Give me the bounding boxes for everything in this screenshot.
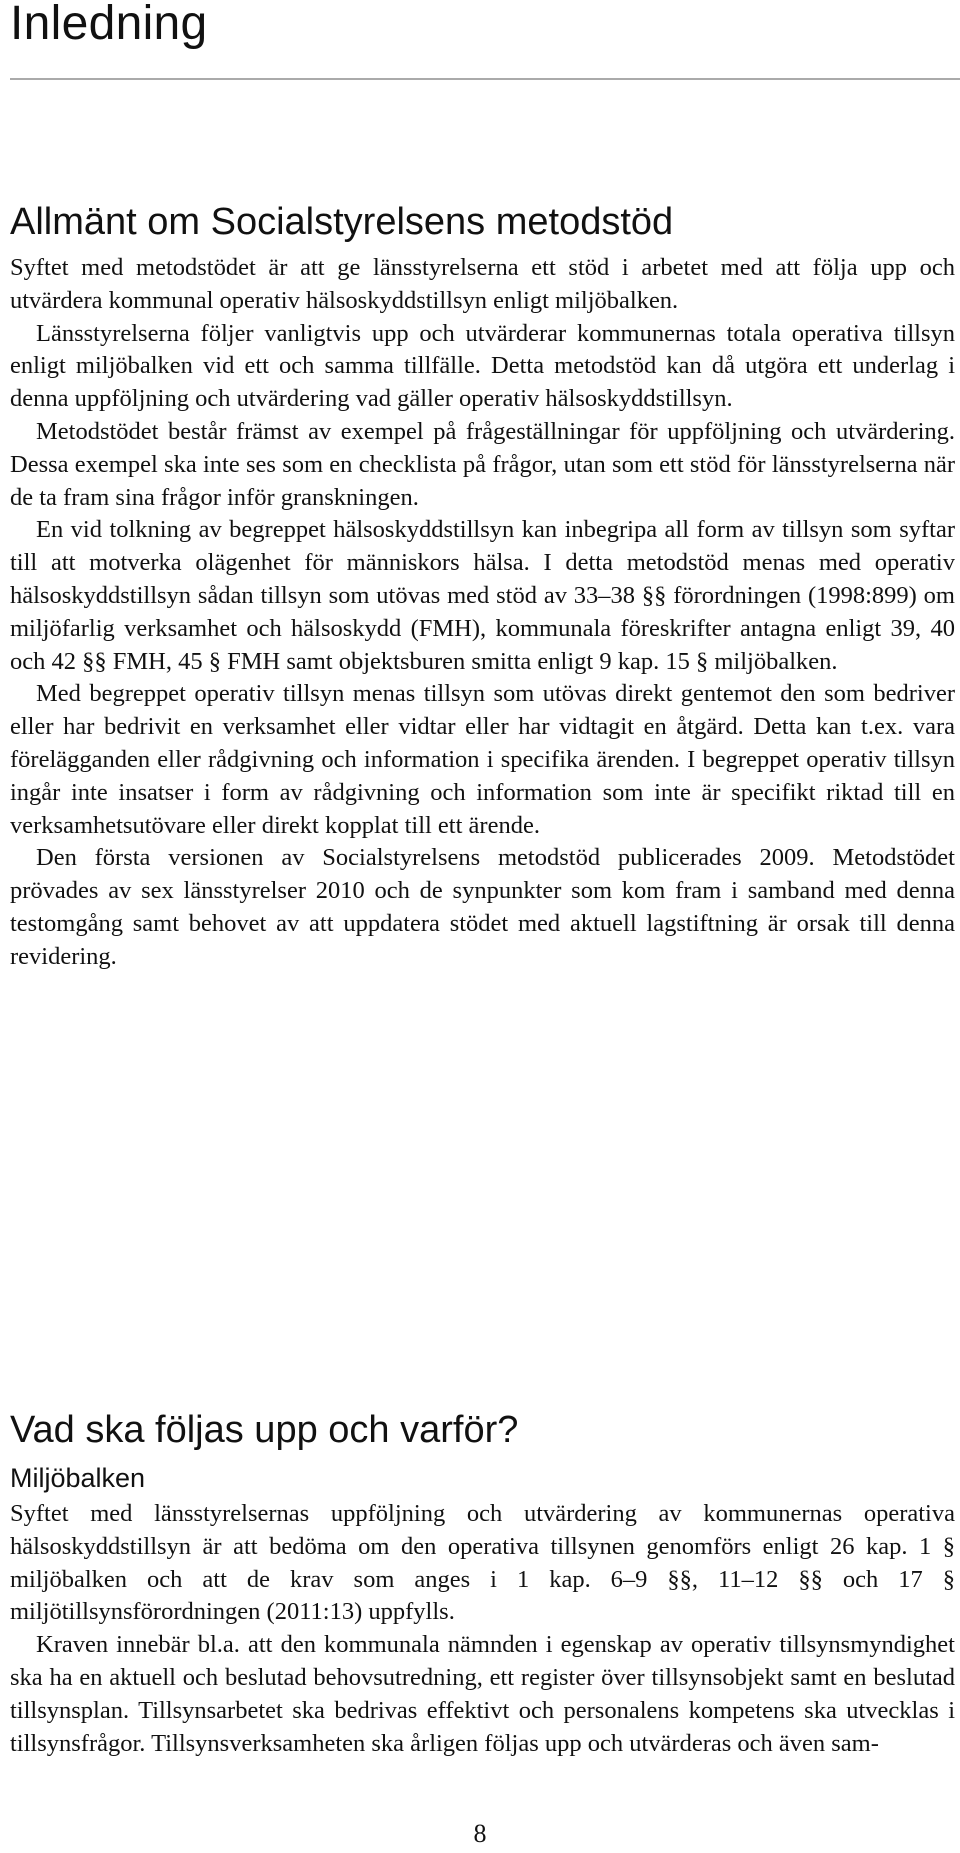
section-heading: Allmänt om Socialstyrelsens metodstöd <box>10 201 674 243</box>
chapter-divider <box>10 78 960 80</box>
section-body <box>10 1498 955 1760</box>
paragraph: Syftet med metodstödet är att ge länsstyrelserna ett stöd i arbetet med att följa upp och utvärdera kommunal operativ hälsoskyddstillsyn enligt miljöbalken. <box>10 254 955 314</box>
paragraph: Metodstödet består främst av exempel på frågeställningar för uppföljning och utvärdering. Dessa exempel ska inte ses som en checklista på frågor, utan som ett stöd för länsstyrelserna när de ta fram sina frågor inför granskningen. <box>10 417 955 511</box>
paragraph: Kraven innebär bl.a. att den kommunala nämnden i egenskap av operativ tillsynsmyndighet ska ha en aktuell och beslutad behovsutredning, ett register över tillsynsobjekt samt en beslutad tillsynsplan. Tillsynsarbetet ska bedrivas effektivt och personalens kompetens ska utvecklas i tillsynsfrågor. Tillsynsverksamheten ska årligen följas upp och utvärderas och även sam- <box>10 1631 955 1757</box>
page-number: 8 <box>473 1819 487 1848</box>
paragraph: Länsstyrelserna följer vanligtvis upp och utvärderar kommunernas totala operativa tillsyn enligt miljöbalken vid ett och samma tillfälle. Detta metodstöd kan då utgöra ett underlag i denna uppföljning och utvärdering vad gäller operativ hälsoskyddstillsyn. <box>10 319 955 413</box>
subsection-heading: Miljöbalken <box>10 1463 146 1493</box>
section-allmant-om-metodstod <box>10 198 955 974</box>
paragraph: Med begreppet operativ tillsyn menas tillsyn som utövas direkt gentemot den som bedriver eller har bedrivit en verksamhet eller vidtar eller har vidtagit en åtgärd. Detta kan t.ex. vara förelägganden eller rådgivning och information i specifika ärenden. I begreppet operativ tillsyn ingår inte insatser i form av rådgivning och information som inte är specifikt riktad till en verksamhetsutövare eller direkt kopplat till ett ärende. <box>10 680 955 839</box>
paragraph: Syftet med länsstyrelsernas uppföljning och utvärdering av kommunernas operativa hälsoskyddstillsyn är att bedöma om den operativa tillsynen genomförs enligt 26 kap. 1 § miljöbalken och att de krav som anges i 1 kap. 6–9 §§, 11–12 §§ och 17 § miljötillsynsförordningen (2011:13) uppfylls. <box>10 1500 955 1626</box>
chapter-title: Inledning <box>10 0 208 50</box>
section-body <box>10 252 955 974</box>
section-vad-ska-foljas-upp <box>10 1406 955 1760</box>
paragraph: En vid tolkning av begreppet hälsoskyddstillsyn kan inbegripa all form av tillsyn som syftar till att motverka olägenhet för människors hälsa. I detta metodstöd menas med operativ hälsoskyddstillsyn sådan tillsyn som utövas med stöd av 33–38 §§ förordningen (1998:899) om miljöfarlig verksamhet och hälsoskydd (FMH), kommunala föreskrifter antagna enligt 39, 40 och 42 §§ FMH, 45 § FMH samt objektsburen smitta enligt 9 kap. 15 § miljöbalken. <box>10 516 955 675</box>
paragraph: Den första versionen av Socialstyrelsens metodstöd publicerades 2009. Metodstödet prövades av sex länsstyrelser 2010 och de synpunkter som kom fram i samband med denna testomgång samt behovet av att uppdatera stödet med aktuell lagstiftning är orsak till denna revidering. <box>10 844 955 970</box>
section-heading: Vad ska följas upp och varför? <box>10 1409 519 1451</box>
